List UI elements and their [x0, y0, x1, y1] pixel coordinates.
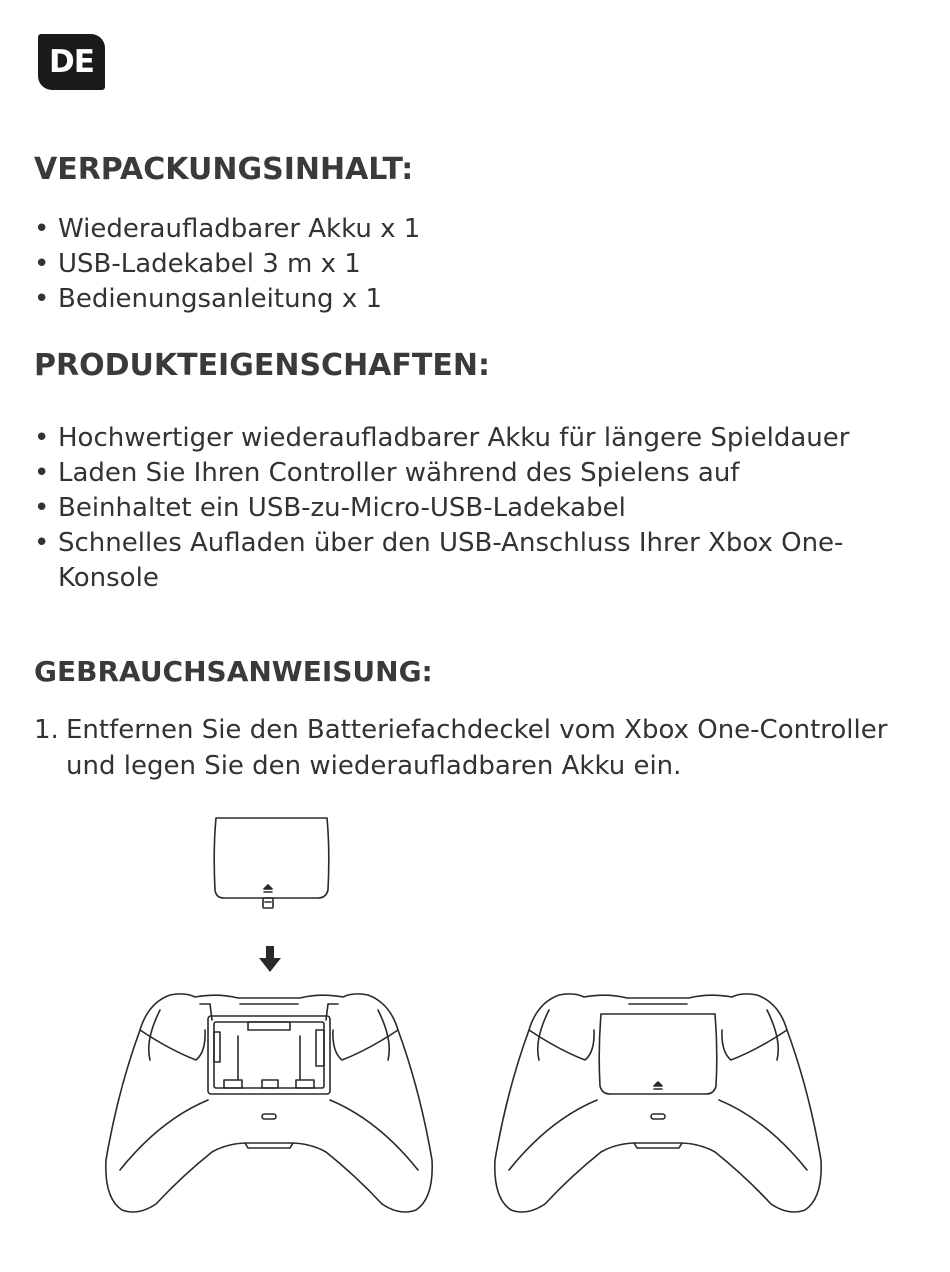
arrow-down-icon — [259, 946, 281, 972]
step-number: 1. — [34, 715, 59, 745]
list-item: • Hochwertiger wiederaufladbarer Akku für längere Spieldauer — [34, 421, 914, 456]
controller-closed-cover-icon — [495, 994, 821, 1212]
contents-list — [34, 212, 914, 317]
step-text: Entfernen Sie den Batteriefachdeckel vom Xbox One-Controller und legen Sie den wiederaufladbaren Akku ein. — [66, 715, 888, 781]
step-item — [34, 712, 914, 784]
list-item: • Laden Sie Ihren Controller während des Spielens auf — [34, 456, 914, 491]
battery-pack-icon — [214, 818, 329, 908]
controller-open-bay-icon — [106, 994, 432, 1212]
contents-heading: VERPACKUNGSINHALT: — [34, 152, 414, 187]
usage-heading: GEBRAUCHSANWEISUNG: — [34, 655, 433, 688]
features-heading: PRODUKTEIGENSCHAFTEN: — [34, 348, 490, 383]
usage-steps — [34, 712, 914, 784]
language-badge: DE — [38, 34, 105, 90]
list-item: • Schnelles Aufladen über den USB-Anschluss Ihrer Xbox One-Konsole — [34, 526, 914, 596]
list-item: • Wiederaufladbarer Akku x 1 — [34, 212, 914, 247]
features-list — [34, 421, 914, 596]
list-item: • Bedienungsanleitung x 1 — [34, 282, 914, 317]
list-item: • USB-Ladekabel 3 m x 1 — [34, 247, 914, 282]
list-item: • Beinhaltet ein USB-zu-Micro-USB-Ladekabel — [34, 491, 914, 526]
controller-illustration — [0, 810, 950, 1230]
